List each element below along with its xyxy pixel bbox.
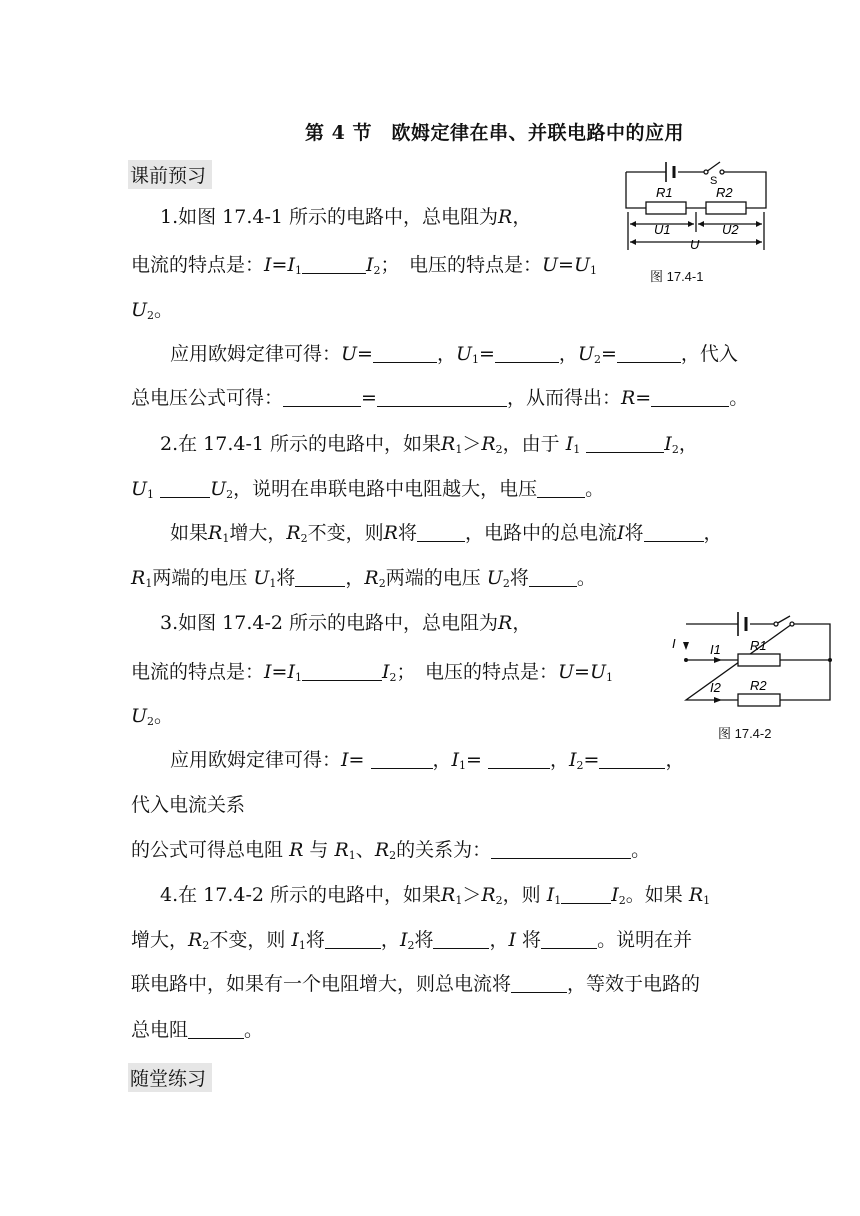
q1-line3: $U_2$。	[131, 299, 174, 322]
q3-line3: $U_2$。	[131, 705, 174, 728]
label-r2-parallel: R2	[750, 678, 767, 693]
figure-caption-2: 图 17.4-2	[718, 726, 772, 741]
q3-line5: 代入电流关系	[131, 794, 246, 816]
q1-line1: 1.如图 17.4-1 所示的电路中，总电阻为R，	[160, 206, 532, 228]
label-u: U	[690, 237, 700, 252]
q3-line4: 应用欧姆定律可得：I= ，$I_1=$ ，$I_2=$ ，	[170, 749, 685, 772]
section-header-practice: 随堂练习	[128, 1063, 212, 1092]
label-i2: I2	[710, 680, 721, 695]
section-header-preview: 课前预习	[128, 160, 212, 189]
q1-line5: 总电压公式可得： = ，从而得出：R= 。	[131, 387, 749, 409]
q1-line2: 电流的特点是：$I=I_1$ $I_2$； 电压的特点是：$U=U_1$	[131, 254, 597, 277]
figure-caption-1: 图 17.4-1	[650, 269, 704, 284]
q2-line1: 2.在 17.4-1 所示的电路中，如果$R_1>R_2$，由于 $I_1$ $I_2$，	[160, 433, 698, 456]
q2-line4: $R_1$两端的电压 $U_1$将 ，$R_2$两端的电压 $U_2$将 。	[131, 567, 596, 590]
q4-line3: 联电路中，如果有一个电阻增大，则总电流将 ，等效于电路的	[131, 973, 701, 995]
q1-line4: 应用欧姆定律可得：U= ，$U_1=$ ，$U_2=$ ，代入	[170, 343, 738, 366]
page-title: 第 4 节 欧姆定律在串、并联电路中的应用	[305, 122, 684, 144]
label-r1-parallel: R1	[750, 638, 767, 653]
label-r2: R2	[716, 185, 733, 200]
label-u1: U1	[654, 222, 671, 237]
label-i1: I1	[710, 642, 721, 657]
label-i: I	[672, 636, 676, 651]
label-r1: R1	[656, 185, 673, 200]
q4-line1: 4.在 17.4-2 所示的电路中，如果$R_1>R_2$，则 $I_1$ $I_2$。如果 $R_1$	[160, 884, 711, 907]
q4-line4: 总电阻 。	[131, 1019, 264, 1041]
figure-parallel-circuit	[666, 604, 842, 708]
q3-line2: 电流的特点是：$I=I_1$ $I_2$； 电压的特点是：$U=U_1$	[131, 661, 613, 684]
figure-series-circuit	[618, 150, 778, 254]
q3-line6: 的公式可得总电阻 R 与 $R_1$、$R_2$的关系为： 。	[131, 839, 651, 862]
label-switch: S	[710, 175, 718, 187]
label-u2: U2	[722, 222, 739, 237]
q4-line2: 增大，$R_2$不变，则 $I_1$将 ，$I_2$将 ，I 将 。说明在并	[131, 929, 693, 952]
q2-line3: 如果$R_1$增大，$R_2$不变，则R将 ，电路中的总电流I将 ，	[170, 522, 723, 545]
q3-line1: 3.如图 17.4-2 所示的电路中，总电阻为R，	[160, 612, 532, 634]
q2-line2: $U_1$ $U_2$，说明在串联电路中电阻越大，电压 。	[131, 478, 605, 501]
